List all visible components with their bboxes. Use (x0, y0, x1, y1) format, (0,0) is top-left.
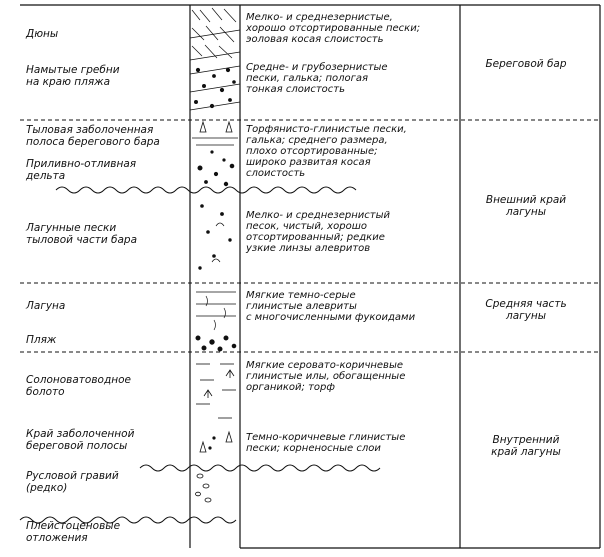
env-channel-gravel: Русловой гравий (редко) (26, 470, 119, 494)
desc-marsh-delta: Торфянисто-глинистые пески, галька; среднего размера, плохо отсортированные; широко развитая косая слоистость (246, 124, 407, 179)
beach-ridge-pattern (190, 66, 240, 110)
wavy-contact-1 (56, 187, 356, 193)
channel-gravel-pattern (196, 474, 212, 502)
zone-middle-lagoon: Средняя часть лагуны (485, 298, 567, 322)
desc-beach-ridges: Средне- и грубозернистые пески, галька; пологая тонкая слоистость (246, 62, 388, 95)
desc-marsh-edge: Темно-коричневые глинистые пески; корненосные слои (246, 432, 406, 454)
zone-barrier-bar: Береговой бар (485, 58, 567, 70)
beach-coarse-dots (196, 336, 236, 351)
lagoonal-sand-dots (199, 205, 231, 269)
env-tidal-delta: Приливно-отливная дельта (26, 158, 137, 182)
env-brackish-marsh: Солоноватоводное болото (26, 374, 131, 398)
lagoon-silt-pattern (196, 292, 236, 330)
desc-brackish-marsh: Мягкие серовато-коричневые глинистые илы, обогащенные органикой; торф (246, 360, 406, 393)
desc-lagoon: Мягкие темно-серые глинистые алевриты с многочисленными фукоидами (246, 290, 416, 323)
tidal-delta-pebbles (198, 164, 234, 186)
env-beach: Пляж (26, 334, 57, 346)
env-dunes: Дюны (26, 28, 59, 40)
env-lagoon: Лагуна (26, 300, 66, 312)
zone-outer-lagoon: Внешний край лагуны (485, 194, 567, 218)
dune-cross-bedding-pattern (190, 8, 240, 60)
env-back-bar-marsh: Тыловая заболоченная полоса берегового бара (26, 124, 160, 148)
marsh-edge-pattern (200, 432, 232, 452)
env-lagoonal-sands: Лагунные пески тыловой части бара (26, 222, 138, 246)
brackish-marsh-pattern (196, 364, 236, 418)
marsh-roots-pattern (192, 122, 238, 161)
desc-lagoonal-sands: Мелко- и среднезернистый песок, чистый, хорошо отсортированный; редкие узкие линзы алевритов (246, 210, 390, 254)
env-beach-ridges: Намытые гребни на краю пляжа (26, 64, 120, 88)
zone-inner-lagoon: Внутренний край лагуны (491, 434, 561, 458)
env-marsh-edge: Край заболоченной береговой полосы (26, 428, 135, 452)
desc-dunes: Мелко- и среднезернистые, хорошо отсортированные пески; эоловая косая слоистость (246, 12, 421, 45)
env-pleistocene: Плейстоценовые отложения (26, 520, 121, 544)
lithology-column (190, 8, 240, 502)
